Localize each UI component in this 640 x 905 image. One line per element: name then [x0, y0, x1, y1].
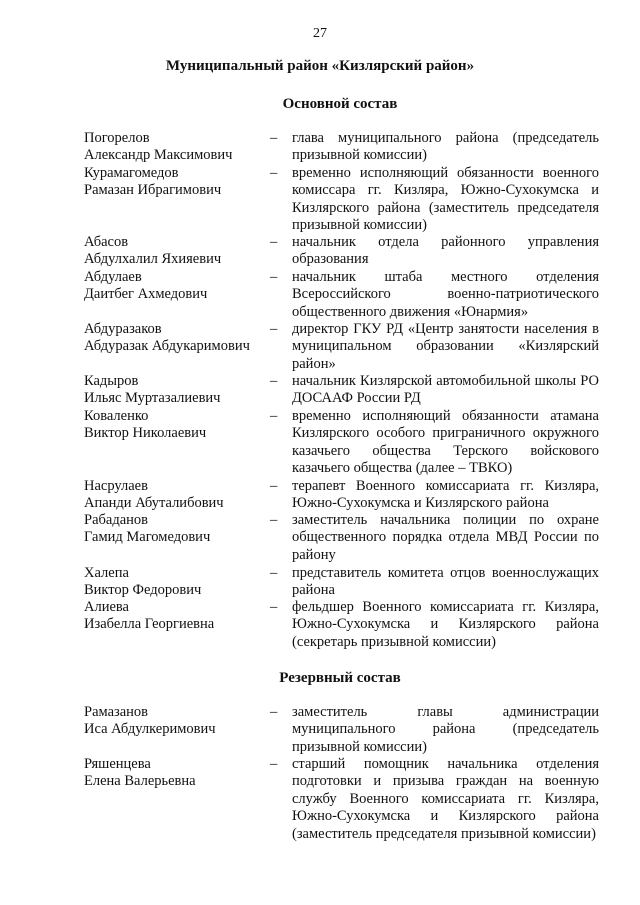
member-surname: Рабаданов — [84, 512, 148, 528]
page-number: 27 — [313, 26, 327, 41]
member-role: начальник Кизлярской автомобильной школы РО ДОСААФ России РД — [292, 373, 599, 407]
entry-dash: – — [270, 373, 278, 389]
member-role: временно исполняющий обязанности военного комиссара гг. Кизляра, Южно-Сухокумска и Кизлярского района (заместитель председателя призывной комиссии) — [292, 165, 599, 234]
member-name — [84, 130, 264, 165]
member-given-name: Даитбег Ахмедович — [84, 286, 208, 303]
member-name — [84, 512, 264, 547]
reserve-composition-heading: Резервный состав — [279, 670, 401, 686]
member-role: заместитель главы администрации муниципального района (председатель призывной комиссии) — [292, 704, 599, 755]
member-given-name: Виктор Николаевич — [84, 425, 207, 442]
member-surname: Погорелов — [84, 130, 150, 146]
member-role: начальник штаба местного отделения Всероссийского военно-патриотического общественного движения «Юнармия» — [292, 269, 599, 320]
member-given-name: Елена Валерьевна — [84, 773, 196, 790]
entry-dash: – — [270, 165, 278, 181]
member-name — [84, 321, 264, 356]
member-surname: Алиева — [84, 599, 129, 615]
member-given-name: Александр Максимович — [84, 147, 233, 164]
member-given-name: Абдулхалил Яхияевич — [84, 251, 222, 268]
document-title: Муниципальный район «Кизлярский район» — [165, 58, 475, 74]
member-surname: Курамагомедов — [84, 165, 179, 181]
entry-dash: – — [270, 321, 278, 337]
entry-dash: – — [270, 408, 278, 424]
member-role: старший помощник начальника отделения подготовки и призыва граждан на военную службу Военного комиссариата гг. Кизляра, Южно-Сухокумска и Кизлярского района (заместитель председателя призывной комиссии) — [292, 756, 599, 842]
member-name — [84, 234, 264, 269]
entry-dash: – — [270, 565, 278, 581]
member-role: временно исполняющий обязанности атамана Кизлярского особого приграничного окружного казачьего общества Терского войскового казачьего общества (далее – ТВКО) — [292, 408, 599, 477]
member-given-name: Изабелла Георгиевна — [84, 616, 215, 633]
entry-dash: – — [270, 704, 278, 720]
member-surname: Коваленко — [84, 408, 149, 424]
member-name — [84, 408, 264, 443]
member-role: директор ГКУ РД «Центр занятости населения в муниципальном образовании «Кизлярский район» — [292, 321, 599, 372]
member-role: фельдшер Военного комиссариата гг. Кизляра, Южно-Сухокумска и Кизлярского района (секретарь призывной комиссии) — [292, 599, 599, 650]
member-name — [84, 704, 264, 739]
member-name — [84, 599, 264, 634]
member-surname: Абдулаев — [84, 269, 142, 285]
member-role: терапевт Военного комиссариата гг. Кизляра, Южно-Сухокумска и Кизлярского района — [292, 478, 599, 512]
member-role: заместитель начальника полиции по охране общественного порядка отдела МВД России по району — [292, 512, 599, 563]
entry-dash: – — [270, 130, 278, 146]
member-name — [84, 565, 264, 600]
member-given-name: Апанди Абуталибович — [84, 495, 224, 512]
member-surname: Кадыров — [84, 373, 139, 389]
member-name — [84, 269, 264, 304]
member-surname: Абасов — [84, 234, 129, 250]
member-surname: Халепа — [84, 565, 129, 581]
member-name — [84, 756, 264, 791]
entry-dash: – — [270, 269, 278, 285]
member-given-name: Абдуразак Абдукаримович — [84, 338, 250, 355]
member-role: представитель комитета отцов военнослужащих района — [292, 565, 599, 599]
member-given-name: Рамазан Ибрагимович — [84, 182, 222, 199]
member-surname: Рамазанов — [84, 704, 149, 720]
member-given-name: Виктор Федорович — [84, 582, 202, 599]
member-name — [84, 478, 264, 513]
entry-dash: – — [270, 234, 278, 250]
member-given-name: Ильяс Муртазалиевич — [84, 390, 221, 407]
entry-dash: – — [270, 512, 278, 528]
member-given-name: Гамид Магомедович — [84, 529, 211, 546]
member-surname: Насрулаев — [84, 478, 148, 494]
member-name — [84, 373, 264, 408]
main-composition-heading: Основной состав — [282, 96, 398, 112]
entry-dash: – — [270, 756, 278, 772]
member-role: начальник отдела районного управления образования — [292, 234, 599, 268]
member-role: глава муниципального района (председатель призывной комиссии) — [292, 130, 599, 164]
entry-dash: – — [270, 599, 278, 615]
member-surname: Абдуразаков — [84, 321, 162, 337]
member-given-name: Иса Абдулкеримович — [84, 721, 216, 738]
member-name — [84, 165, 264, 200]
member-surname: Ряшенцева — [84, 756, 151, 772]
entry-dash: – — [270, 478, 278, 494]
